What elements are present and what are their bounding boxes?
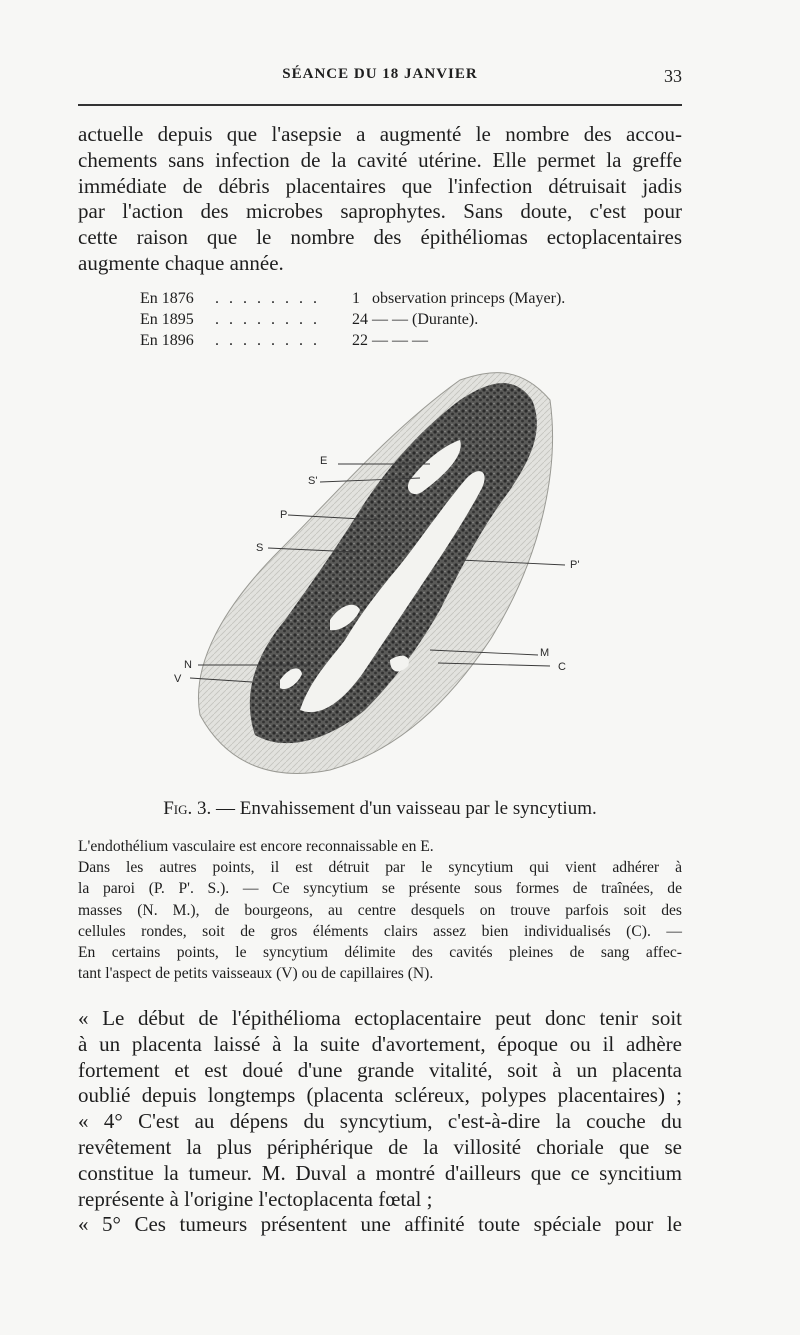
stat-leader: . . . . . . . . <box>215 311 320 328</box>
label-C: C <box>558 661 566 673</box>
stat-year: En 1895 <box>140 311 194 328</box>
text-line: « 4° C'est au dépens du syncytium, c'est-à-dire la couche du <box>78 1109 682 1134</box>
text-line: par l'action des microbes saprophytes. Sans doute, c'est pour <box>78 199 682 224</box>
legend-line: masses (N. M.), de bourgeons, au centre desquels on trouve parfois soit des <box>78 901 682 919</box>
figure-legend <box>78 836 682 984</box>
text-line: « Le début de l'épithélioma ectoplacentaire peut donc tenir soit <box>78 1006 682 1030</box>
text-line: chements sans infection de la cavité utérine. Elle permet la greffe <box>78 147 682 172</box>
label-S: S <box>256 542 264 554</box>
stat-row <box>140 288 640 309</box>
text-line: représente à l'origine l'ectoplacenta fœtal ; <box>78 1186 433 1211</box>
page-number: 33 <box>664 66 682 86</box>
figure-number: Fig. 3. <box>163 798 212 819</box>
label-P: P <box>280 509 288 521</box>
histology-figure <box>160 360 600 790</box>
label-E: E <box>320 455 328 467</box>
stat-text: observation princeps (Mayer). <box>372 290 566 307</box>
text-line: cette raison que le nombre des épithéliomas ectoplacentaires <box>78 225 682 250</box>
stat-leader: . . . . . . . . <box>215 290 320 307</box>
legend-line: L'endothélium vasculaire est encore reconnaissable en E. <box>78 838 434 855</box>
legend-line: cellules rondes, soit de gros éléments clairs assez bien individualisés (C). — <box>78 922 682 940</box>
label-S-prime: S' <box>308 475 318 487</box>
text-line: fortement et est doué d'une grande vitalité, soit à un placenta <box>78 1057 682 1082</box>
legend-line: tant l'aspect de petits vaisseaux (V) ou de capillaires (N). <box>78 965 434 983</box>
text-line: immédiate de débris placentaires que l'infection détruisait jadis <box>78 173 682 198</box>
text-line: actuelle depuis que l'asepsie a augmenté le nombre des accou- <box>78 122 682 146</box>
stat-row <box>140 330 640 351</box>
text-line: augmente chaque année. <box>78 250 284 275</box>
label-M: M <box>540 647 550 659</box>
text-line: revêtement la plus périphérique de la villosité choriale que se <box>78 1134 682 1159</box>
text-line: « 5° Ces tumeurs présentent une affinité toute spéciale pour le <box>78 1212 682 1237</box>
statistics-table <box>140 288 640 351</box>
stat-row <box>140 309 640 330</box>
body-paragraph <box>78 1006 682 1238</box>
legend-line: Dans les autres points, il est détruit par le syncytium qui vient adhérer à <box>78 859 682 877</box>
stat-text: — — — <box>372 332 428 349</box>
stat-count: 22 <box>352 332 368 349</box>
label-V: V <box>174 673 182 685</box>
label-P-prime: P' <box>570 559 580 571</box>
legend-line: En certains points, le syncytium délimite des cavités pleines de sang affec- <box>78 944 682 962</box>
header-rule <box>78 104 682 106</box>
stat-year: En 1876 <box>140 290 194 307</box>
label-N: N <box>184 659 192 671</box>
running-head: SÉANCE DU 18 JANVIER <box>282 66 478 82</box>
figure-caption <box>78 798 682 820</box>
stat-count: 24 <box>352 311 368 328</box>
legend-line: la paroi (P. P'. S.). — Ce syncytium se présente sous formes de traînées, de <box>78 880 682 898</box>
stat-text: — — (Durante). <box>372 311 479 328</box>
text-line: à un placenta laissé à la suite d'avortement, époque ou il adhère <box>78 1031 682 1056</box>
stat-count: 1 <box>352 290 360 307</box>
text-line: constitue la tumeur. M. Duval a montré d'ailleurs que ce syncitium <box>78 1160 682 1185</box>
stat-year: En 1896 <box>140 332 194 349</box>
page-header <box>78 66 682 92</box>
intro-paragraph <box>78 122 682 277</box>
figure-title: — Envahissement d'un vaisseau par le syncytium. <box>211 798 597 819</box>
text-line: oublié depuis longtemps (placenta scléreux, polypes placentaires) ; <box>78 1083 682 1108</box>
stat-leader: . . . . . . . . <box>215 332 320 349</box>
